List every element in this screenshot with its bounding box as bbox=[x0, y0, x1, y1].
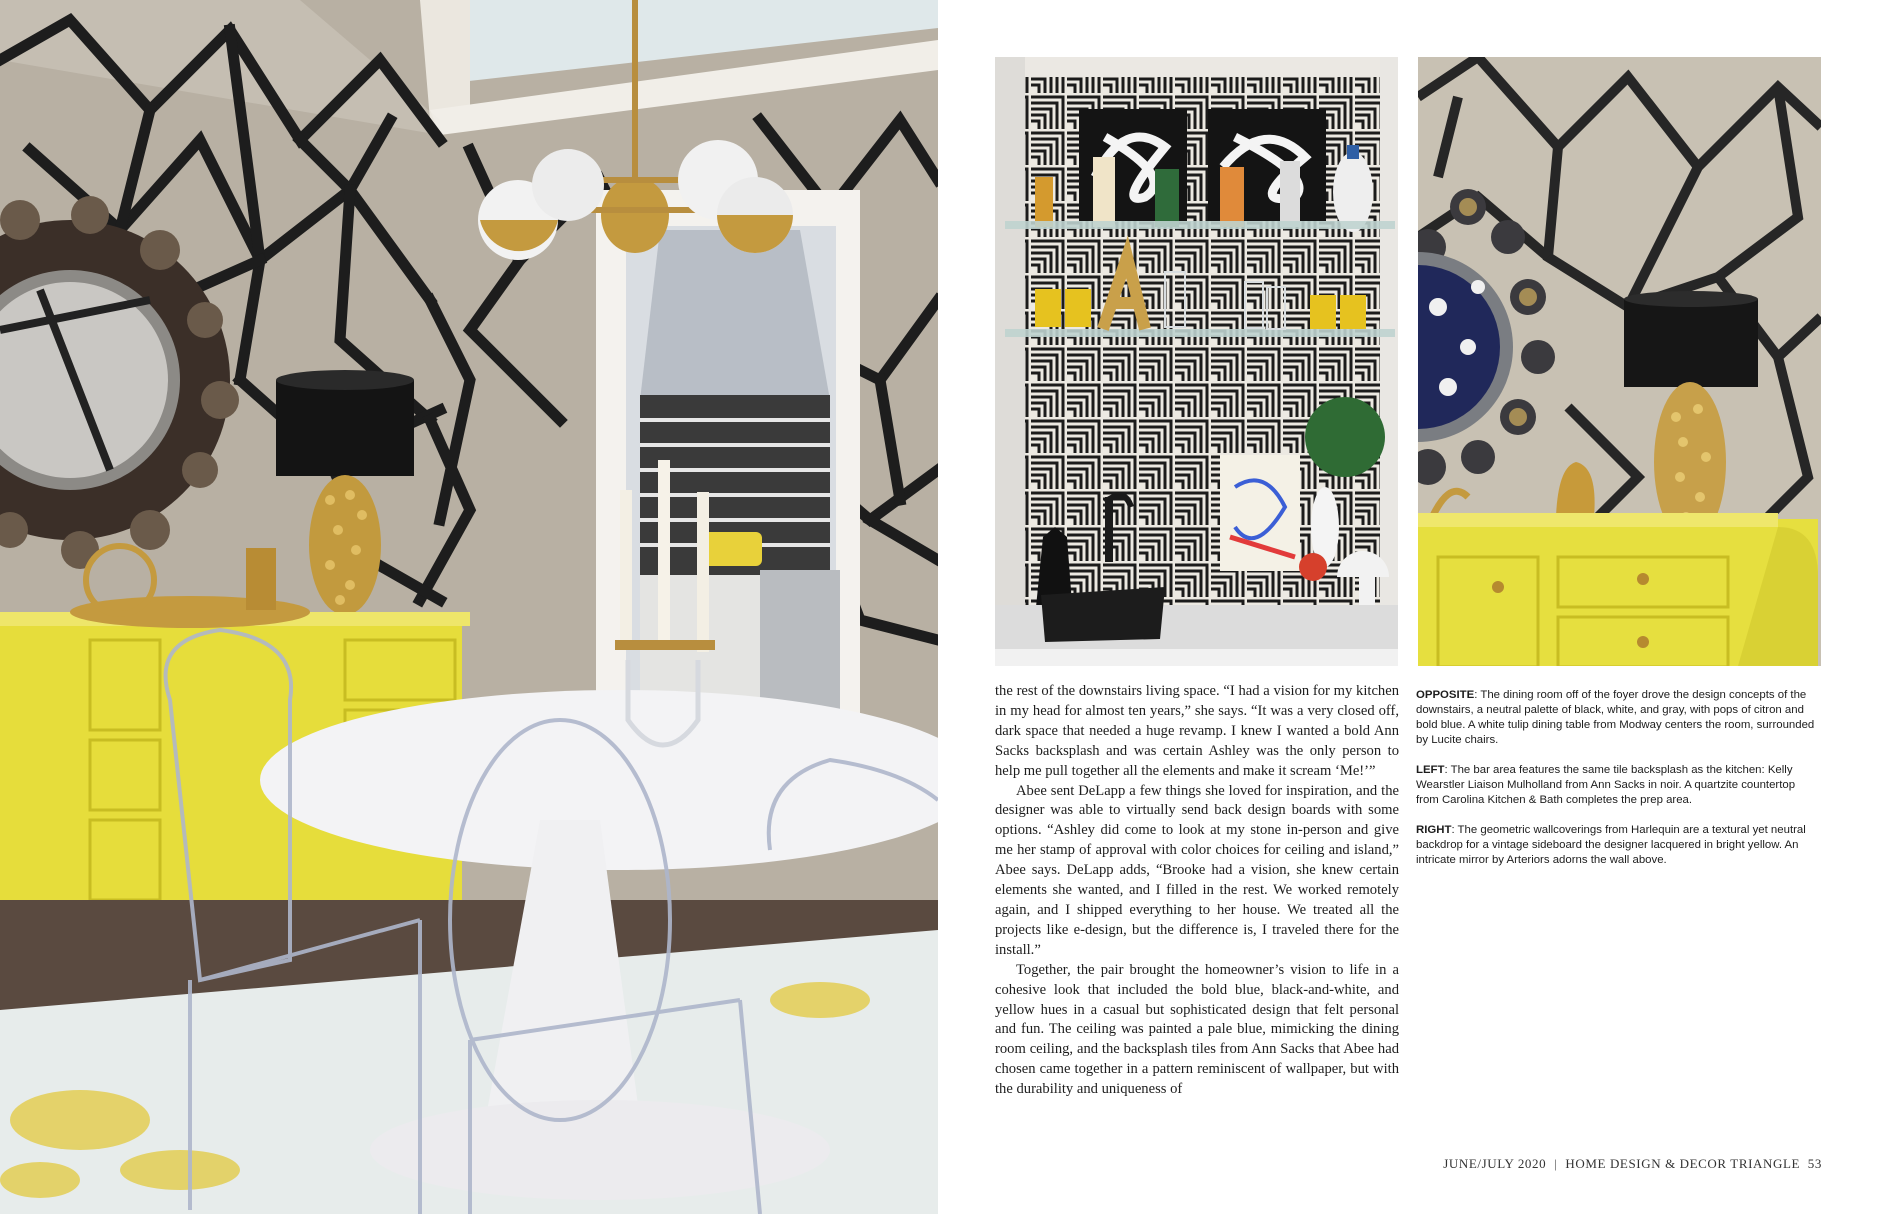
body-paragraph: Abee sent DeLapp a few things she loved for inspiration, and the designer was able to virtually send back design boards with some options. “Ashley did come to look at my stone in-person and give me her stamp of approval with color choices for ceiling and island,” Abee says. DeLapp adds, “Brooke had a vision, she knew certain elements she wanted, and I filled in the rest. We worked remotely again, and I shipped everything to her house. We treated all the projects like e-design, but the difference is, I traveled there for the install.” bbox=[995, 782, 1399, 958]
caption-left bbox=[1416, 763, 1820, 808]
page-number: 53 bbox=[1807, 1156, 1822, 1171]
magazine-name: HOME DESIGN & DECOR TRIANGLE bbox=[1565, 1156, 1801, 1171]
dining-room-photo bbox=[0, 0, 938, 1214]
caption-right bbox=[1416, 823, 1820, 868]
sideboard-illustration bbox=[1418, 57, 1821, 666]
caption-text: : The bar area features the same tile backsplash as the kitchen: Kelly Wearstler Liaison Mulholland from Ann Sacks in noir. A quartzite countertop from Carolina Kitchen & Bath completes the prep area. bbox=[1416, 764, 1796, 806]
body-paragraph: Together, the pair brought the homeowner’s vision to life in a cohesive look that included the bold blue, black-and-white, and yellow hues in a casual but sophisticated design that felt personal and fun. The ceiling was painted a pale blue, mimicking the dining room ceiling, and the backsplash tiles from Ann Sacks that Abee had chosen came together in a pattern reminiscent of wallpaper, but with the durability and uniqueness of bbox=[995, 961, 1399, 1098]
caption-label: OPPOSITE bbox=[1416, 689, 1475, 701]
article-body bbox=[995, 682, 1399, 1100]
issue-date: JUNE/JULY 2020 bbox=[1443, 1156, 1547, 1171]
caption-opposite bbox=[1416, 688, 1820, 748]
bar-area-illustration bbox=[995, 57, 1398, 666]
caption-text: : The dining room off of the foyer drove the design concepts of the downstairs, a neutral palette of black, white, and gray, with pops of citron and bold blue. A white tulip dining table from Modway centers the room, surrounded by Lucite chairs. bbox=[1416, 689, 1815, 746]
caption-label: LEFT bbox=[1416, 764, 1445, 776]
bar-area-photo bbox=[995, 57, 1398, 666]
sideboard-photo bbox=[1418, 57, 1821, 666]
caption-label: RIGHT bbox=[1416, 824, 1452, 836]
photo-captions bbox=[1416, 688, 1820, 883]
page-folio bbox=[1443, 1156, 1822, 1172]
dining-room-illustration bbox=[0, 0, 938, 1214]
folio-separator: | bbox=[1554, 1156, 1558, 1171]
body-paragraph: the rest of the downstairs living space. “I had a vision for my kitchen in my head for almost ten years,” she says. “It was a very closed off, dark space that needed a huge revamp. I knew I wanted a bold Ann Sacks backsplash and was certain Ashley was the only person to help me pull together all the elements and make it scream ‘Me!’” bbox=[995, 683, 1399, 779]
caption-text: : The geometric wallcoverings from Harlequin are a textural yet neutral backdrop for a vintage sideboard the designer lacquered in bright yellow. An intricate mirror by Arteriors adorns the wall above. bbox=[1416, 824, 1806, 866]
